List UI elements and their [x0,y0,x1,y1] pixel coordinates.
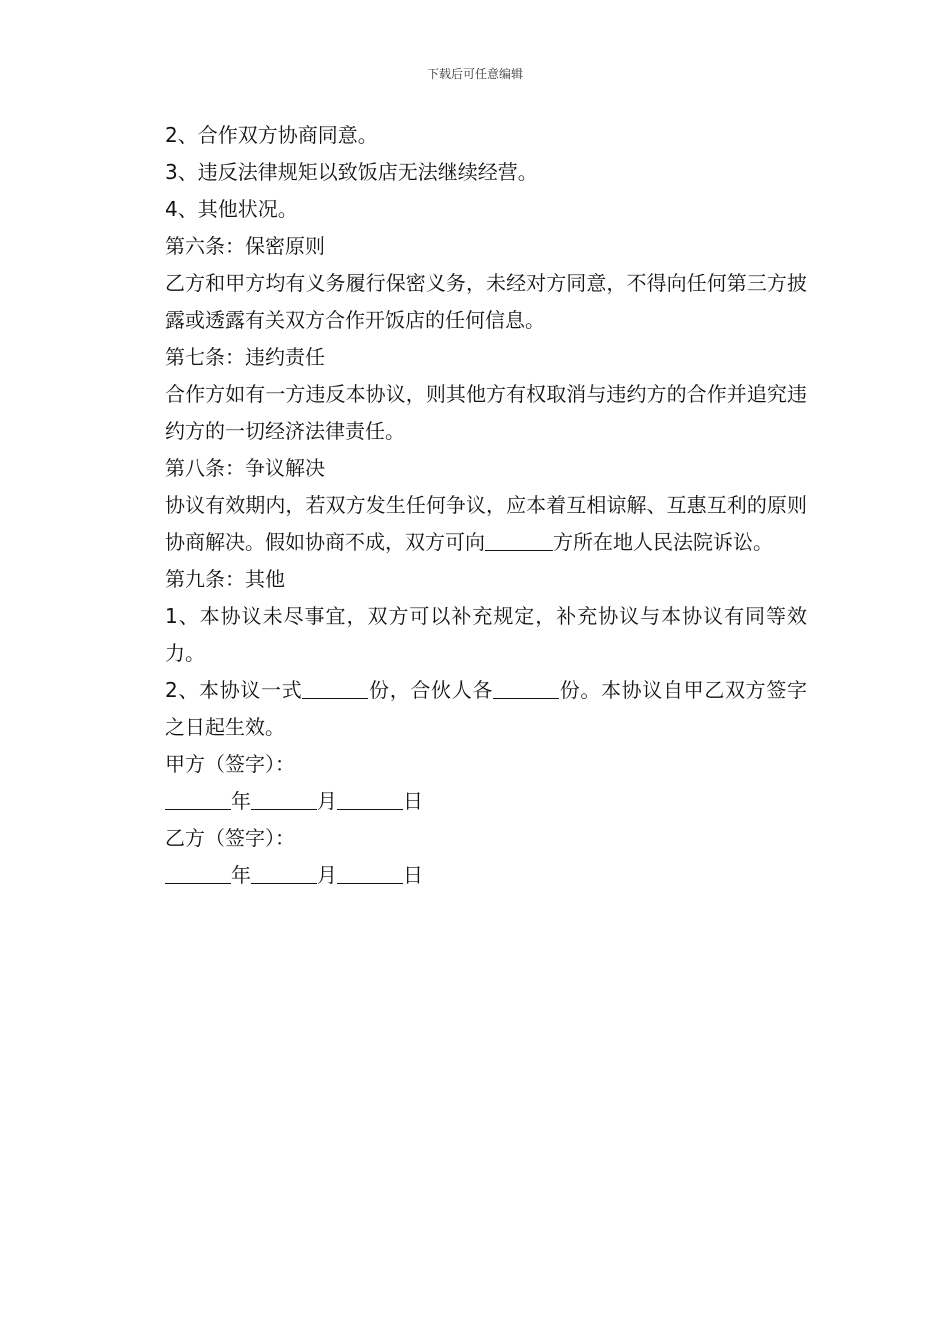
clause-item-2: 2、合作双方协商同意。 [165,123,378,147]
year-label: 年 [231,789,251,813]
day-label: 日 [403,789,423,813]
article-6-body: 乙方和甲方均有义务履行保密义务，未经对方同意，不得向任何第三方披露或透露有关双方合作开饭店的任何信息。 [165,271,807,332]
article-9-item-2 [145,672,807,746]
article-9-title: 第九条：其他 [165,567,285,591]
blank-line-day [337,790,403,810]
blank-line-court [485,531,553,551]
article-9-item-2-part-c: 份。本协议自甲乙双方签字之日起生效。 [165,678,807,739]
blank-line-copies-total [302,679,368,699]
blank-line-year [165,790,231,810]
article-9-item-1: 1、本协议未尽事宜，双方可以补充规定，补充协议与本协议有同等效力。 [165,604,807,665]
article-8-body-part-a: 协议有效期内，若双方发生任何争议，应本着互相谅解、互惠互利的原则协商解决。假如协商不成，双方可向 [165,493,807,554]
article-6-title: 第六条：保密原则 [165,234,325,258]
year-label: 年 [231,863,251,887]
clause-item-4: 4、其他状况。 [165,197,298,221]
clause-item-3: 3、违反法律规矩以致饭店无法继续经营。 [165,160,538,184]
article-7-title: 第七条：违约责任 [165,345,325,369]
blank-line-day [337,864,403,884]
blank-line-month [251,864,317,884]
blank-line-month [251,790,317,810]
party-b-signature-label: 乙方（签字）： [165,826,295,850]
party-a-signature-label: 甲方（签字）： [165,752,295,776]
day-label: 日 [403,863,423,887]
blank-line-copies-each [493,679,559,699]
article-7-body: 合作方如有一方违反本协议，则其他方有权取消与违约方的合作并追究违约方的一切经济法律责任。 [165,382,807,443]
article-8-body [145,487,807,561]
month-label: 月 [317,863,337,887]
article-9-item-2-part-b: 份，合伙人各 [368,678,494,702]
article-8-body-part-b: 方所在地人民法院诉讼。 [553,530,773,554]
blank-line-year [165,864,231,884]
article-9-item-2-part-a: 2、本协议一式 [165,678,303,702]
article-8-title: 第八条：争议解决 [165,456,325,480]
document-body [145,117,807,894]
party-b-date-line [145,857,807,894]
page-header-note: 下载后可任意编辑 [426,67,523,81]
party-a-date-line [145,783,807,820]
month-label: 月 [317,789,337,813]
